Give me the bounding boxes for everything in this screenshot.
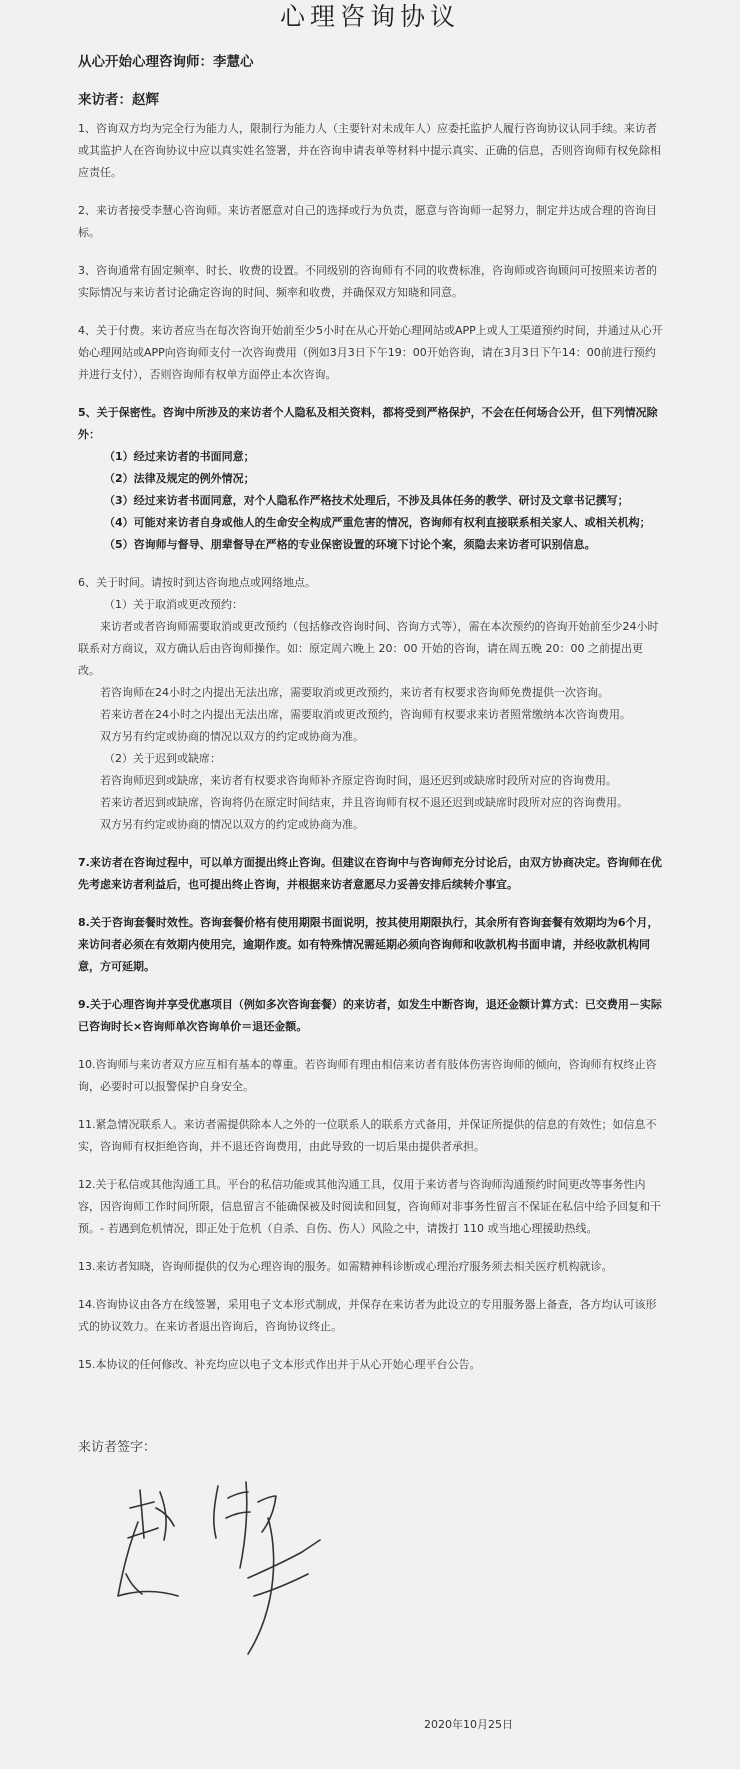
clause-6-text: 若咨询师在24小时之内提出无法出席，需要取消或更改预约，来访者有权要求咨询师免费提供一次咨询。: [100, 686, 609, 699]
clause-5-item: （2）法律及规定的例外情况；: [104, 472, 255, 485]
clause-6-sub-heading: （1）关于取消或更改预约：: [104, 598, 243, 611]
clauses: [78, 118, 664, 1392]
clause-2: 2、来访者接受李慧心咨询师。来访者愿意对自己的选择或行为负责，愿意与咨询师一起努力，制定并达成合理的咨询目标。: [78, 204, 657, 239]
handwritten-signature: [108, 1478, 338, 1658]
signing-date: 2020年10月25日: [424, 1718, 513, 1731]
clause-6-text: 来访者或者咨询师需要取消或更改预约（包括修改咨询时间、咨询方式等），需在本次预约的咨询开始前至少24小时联系对方商议，双方确认后由咨询师操作。如：原定周六晚上 20：00 开始的咨询，请在周五晚 20：00 之前提出更改。: [78, 620, 659, 677]
clause-5-item: （4）可能对来访者自身或他人的生命安全构成严重危害的情况，咨询师有权利直接联系相关家人、或相关机构；: [104, 516, 651, 529]
clause-10: 10.咨询师与来访者双方应互相有基本的尊重。若咨询师有理由相信来访者有肢体伤害咨询师的倾向，咨询师有权终止咨询，必要时可以报警保护自身安全。: [78, 1058, 657, 1093]
clause-15: 15.本协议的任何修改、补充均应以电子文本形式作出并于从心开始心理平台公告。: [78, 1358, 481, 1371]
clause-6-intro: 6、关于时间。请按时到达咨询地点或网络地点。: [78, 576, 316, 589]
clause-6: [78, 572, 664, 836]
clause-13: 13.来访者知晓，咨询师提供的仅为心理咨询的服务。如需精神科诊断或心理治疗服务须去相关医疗机构就诊。: [78, 1260, 613, 1273]
counselor-line: 从心开始心理咨询师：李慧心: [78, 54, 254, 70]
clause-14: 14.咨询协议由各方在线签署，采用电子文本形式制成，并保存在来访者为此设立的专用服务器上备查，各方均认可该形式的协议效力。在来访者退出咨询后，咨询协议终止。: [78, 1298, 657, 1333]
clause-7: 7.来访者在咨询过程中，可以单方面提出终止咨询。但建议在咨询中与咨询师充分讨论后，由双方协商决定。咨询师在优先考虑来访者利益后，也可提出终止咨询，并根据来访者意愿尽力妥善安排后续转介事宜。: [78, 856, 662, 891]
clause-5-item: （1）经过来访者的书面同意；: [104, 450, 255, 463]
clause-5-intro: 5、关于保密性。咨询中所涉及的来访者个人隐私及相关资料，都将受到严格保护，不会在任何场合公开，但下列情况除外：: [78, 406, 658, 441]
clause-6-text: 双方另有约定或协商的情况以双方的约定或协商为准。: [100, 730, 364, 743]
clause-4: 4、关于付费。来访者应当在每次咨询开始前至少5小时在从心开始心理网站或APP上或人工渠道预约时间，并通过从心开始心理网站或APP向咨询师支付一次咨询费用（例如3月3日下午19：00开始咨询，请在3月3日下午14：00前进行预约并进行支付），否则咨询师有权单方面停止本次咨询。: [78, 324, 663, 381]
clause-6-sub-heading: （2）关于迟到或缺席：: [104, 752, 221, 765]
clause-9: 9.关于心理咨询并享受优惠项目（例如多次咨询套餐）的来访者，如发生中断咨询，退还金额计算方式：已交费用－实际已咨询时长×咨询师单次咨询单价＝退还金额。: [78, 998, 662, 1033]
document-title: 心理咨询协议: [279, 2, 460, 31]
clause-5: [78, 402, 664, 556]
clause-1: 1、咨询双方均为完全行为能力人，限制行为能力人（主要针对未成年人）应委托监护人履行咨询协议认同手续。来访者或其监护人在咨询协议中应以真实姓名签署，并在咨询申请表单等材料中提示真实、正确的信息，否则咨询师有权免除相应责任。: [78, 122, 661, 179]
visitor-line: 来访者：赵辉: [78, 92, 159, 108]
clause-6-text: 双方另有约定或协商的情况以双方的约定或协商为准。: [100, 818, 364, 831]
clause-6-text: 若来访者迟到或缺席，咨询将仍在原定时间结束，并且咨询师有权不退还迟到或缺席时段所对应的咨询费用。: [100, 796, 628, 809]
clause-6-text: 若咨询师迟到或缺席，来访者有权要求咨询师补齐原定咨询时间，退还迟到或缺席时段所对应的咨询费用。: [100, 774, 617, 787]
clause-3: 3、咨询通常有固定频率、时长、收费的设置。不同级别的咨询师有不同的收费标准，咨询师或咨询顾问可按照来访者的实际情况与来访者讨论确定咨询的时间、频率和收费，并确保双方知晓和同意。: [78, 264, 657, 299]
signature-label: 来访者签字：: [78, 1440, 157, 1455]
clause-5-item: （3）经过来访者书面同意，对个人隐私作严格技术处理后，不涉及具体任务的教学、研讨及文章书记撰写；: [104, 494, 629, 507]
clause-6-text: 若来访者在24小时之内提出无法出席，需要取消或更改预约，咨询师有权要求来访者照常缴纳本次咨询费用。: [100, 708, 631, 721]
clause-11: 11.紧急情况联系人。来访者需提供除本人之外的一位联系人的联系方式备用，并保证所提供的信息的有效性；如信息不实，咨询师有权拒绝咨询，并不退还咨询费用，由此导致的一切后果由提供者承担。: [78, 1118, 657, 1153]
clause-8: 8.关于咨询套餐时效性。咨询套餐价格有使用期限书面说明，按其使用期限执行，其余所有咨询套餐有效期均为6个月，来访问者必须在有效期内使用完，逾期作废。如有特殊情况需延期必须向咨询师和收款机构书面申请，并经收款机构同意，方可延期。: [78, 916, 659, 973]
clause-5-item: （5）咨询师与督导、朋辈督导在严格的专业保密设置的环境下讨论个案，须隐去来访者可识别信息。: [104, 538, 596, 551]
clause-12: 12.关于私信或其他沟通工具。平台的私信功能或其他沟通工具，仅用于来访者与咨询师沟通预约时间更改等事务性内容，因咨询师工作时间所限，信息留言不能确保被及时阅读和回复，咨询师对非事务性留言不保证在私信中给予回复和干预。- 若遇到危机情况，即正处于危机（自杀、自伤、伤人）风险之中，请拨打 110 或当地心理援助热线。: [78, 1178, 661, 1235]
